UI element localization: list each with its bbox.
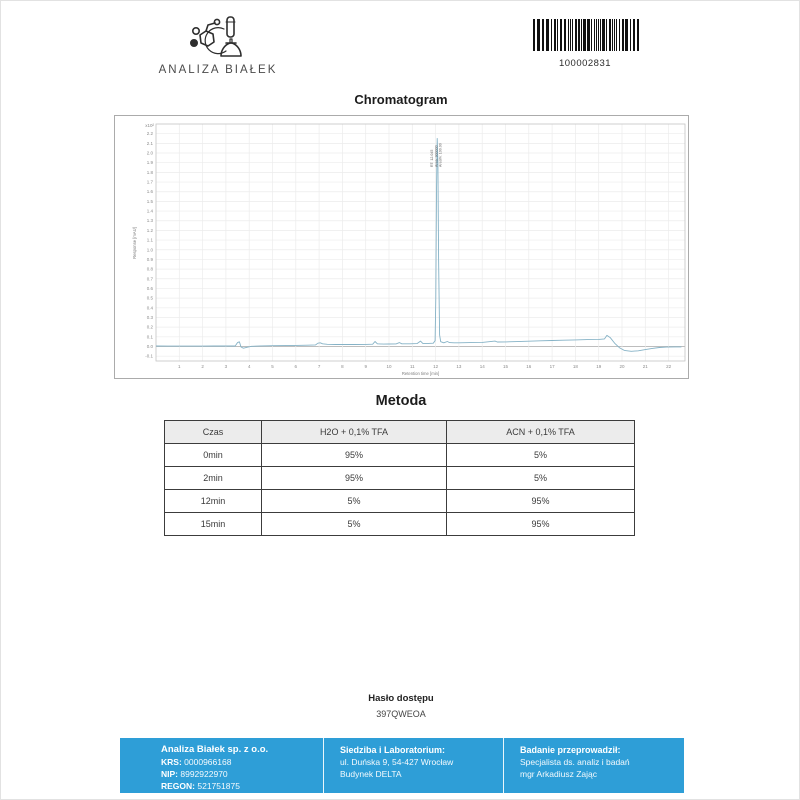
svg-text:13: 13 [456, 364, 462, 369]
svg-text:14: 14 [479, 364, 485, 369]
company-krs: KRS: 0000966168 [161, 757, 232, 767]
svg-text:1.0: 1.0 [146, 247, 153, 253]
chromatogram-title: Chromatogram [354, 92, 448, 107]
svg-text:Area%: 100.00: Area%: 100.00 [438, 143, 443, 167]
footer-company-block [120, 738, 323, 793]
svg-text:0.4: 0.4 [146, 305, 153, 311]
table-cell: 5% [262, 490, 447, 513]
svg-text:19: 19 [596, 364, 602, 369]
svg-text:17: 17 [549, 364, 555, 369]
svg-text:1.3: 1.3 [146, 218, 153, 224]
password-value: 397QWEOA [376, 709, 426, 719]
svg-text:3: 3 [224, 364, 228, 369]
svg-text:Area: 900000: Area: 900000 [434, 145, 439, 167]
footer-examiner-block [503, 738, 684, 793]
svg-text:7: 7 [317, 364, 321, 369]
table-header-row [165, 421, 635, 444]
examiner-line2: mgr Arkadiusz Zając [520, 769, 597, 779]
table-header-cell: ACN + 0,1% TFA [447, 421, 635, 444]
svg-text:RT: 12.045: RT: 12.045 [430, 149, 435, 167]
svg-text:11: 11 [409, 364, 415, 369]
svg-text:16: 16 [526, 364, 532, 369]
svg-text:6: 6 [294, 364, 298, 369]
address-line2: Budynek DELTA [340, 769, 402, 779]
svg-text:8: 8 [341, 364, 344, 369]
svg-text:0.1: 0.1 [146, 334, 153, 340]
svg-text:2.1: 2.1 [146, 140, 153, 146]
address-line1: ul. Duńska 9, 54-427 Wrocław [340, 757, 454, 767]
table-row [165, 490, 635, 513]
svg-text:-0.1: -0.1 [145, 353, 153, 359]
svg-text:9: 9 [364, 364, 367, 369]
table-cell: 5% [447, 444, 635, 467]
table-cell: 95% [447, 490, 635, 513]
svg-text:0.2: 0.2 [146, 324, 153, 330]
password-label: Hasło dostępu [368, 693, 434, 704]
company-name: Analiza Białek sp. z o.o. [161, 744, 269, 755]
table-header-cell: Czas [165, 421, 262, 444]
svg-text:2.2: 2.2 [146, 131, 153, 137]
metoda-title: Metoda [375, 393, 427, 409]
svg-text:5: 5 [271, 364, 274, 369]
svg-text:0.7: 0.7 [146, 276, 153, 282]
svg-text:1.8: 1.8 [146, 169, 153, 175]
company-regon: REGON: 521751875 [161, 781, 240, 791]
svg-text:22: 22 [666, 364, 672, 369]
svg-text:Retention time [min]: Retention time [min] [401, 371, 440, 376]
chemistry-lab-logo-icon [186, 13, 248, 63]
svg-text:1.5: 1.5 [146, 198, 153, 204]
company-nip: NIP: 8992922970 [161, 769, 228, 779]
svg-text:0.0: 0.0 [146, 343, 153, 349]
table-cell: 2min [165, 467, 262, 490]
svg-text:x10²: x10² [145, 123, 154, 128]
svg-text:2: 2 [201, 364, 204, 369]
table-cell: 5% [447, 467, 635, 490]
svg-text:1: 1 [178, 364, 181, 369]
table-cell: 95% [262, 467, 447, 490]
svg-text:10: 10 [386, 364, 392, 369]
svg-text:21: 21 [642, 364, 648, 369]
table-cell: 15min [165, 513, 262, 536]
table-header-cell: H2O + 0,1% TFA [262, 421, 447, 444]
svg-text:1.6: 1.6 [146, 189, 153, 195]
svg-text:1.1: 1.1 [146, 237, 153, 243]
svg-text:1.7: 1.7 [146, 179, 153, 185]
svg-text:4: 4 [247, 364, 251, 369]
table-cell: 0min [165, 444, 262, 467]
svg-text:0.6: 0.6 [146, 285, 153, 291]
svg-text:2.0: 2.0 [146, 150, 153, 156]
table-cell: 95% [262, 444, 447, 467]
table-cell: 12min [165, 490, 262, 513]
svg-text:0.3: 0.3 [146, 314, 153, 320]
footer-address-block [323, 738, 503, 793]
svg-text:1.2: 1.2 [146, 227, 153, 233]
svg-text:1.9: 1.9 [146, 160, 153, 166]
address-title: Siedziba i Laboratorium: [340, 745, 446, 755]
method-gradient-table [164, 420, 635, 536]
chromatogram-chart [114, 115, 689, 379]
svg-text:1.4: 1.4 [146, 208, 153, 214]
table-row [165, 513, 635, 536]
svg-text:18: 18 [572, 364, 578, 369]
barcode-number: 100002831 [558, 58, 612, 69]
barcode [529, 19, 641, 69]
svg-text:Response [mAU]: Response [mAU] [132, 227, 137, 259]
svg-text:0.5: 0.5 [146, 295, 153, 301]
table-row [165, 467, 635, 490]
footer-bar [120, 738, 684, 793]
table-row [165, 444, 635, 467]
svg-text:12: 12 [433, 364, 439, 369]
svg-text:20: 20 [619, 364, 625, 369]
examiner-title: Badanie przeprowadził: [520, 745, 621, 755]
svg-text:15: 15 [502, 364, 509, 369]
svg-text:0.8: 0.8 [146, 266, 153, 272]
table-cell: 95% [447, 513, 635, 536]
barcode-icon [531, 19, 639, 51]
table-cell: 5% [262, 513, 447, 536]
brand-name: ANALIZA BIAŁEK [158, 64, 278, 76]
examiner-line1: Specjalista ds. analiz i badań [520, 757, 630, 767]
svg-text:0.9: 0.9 [146, 256, 153, 262]
